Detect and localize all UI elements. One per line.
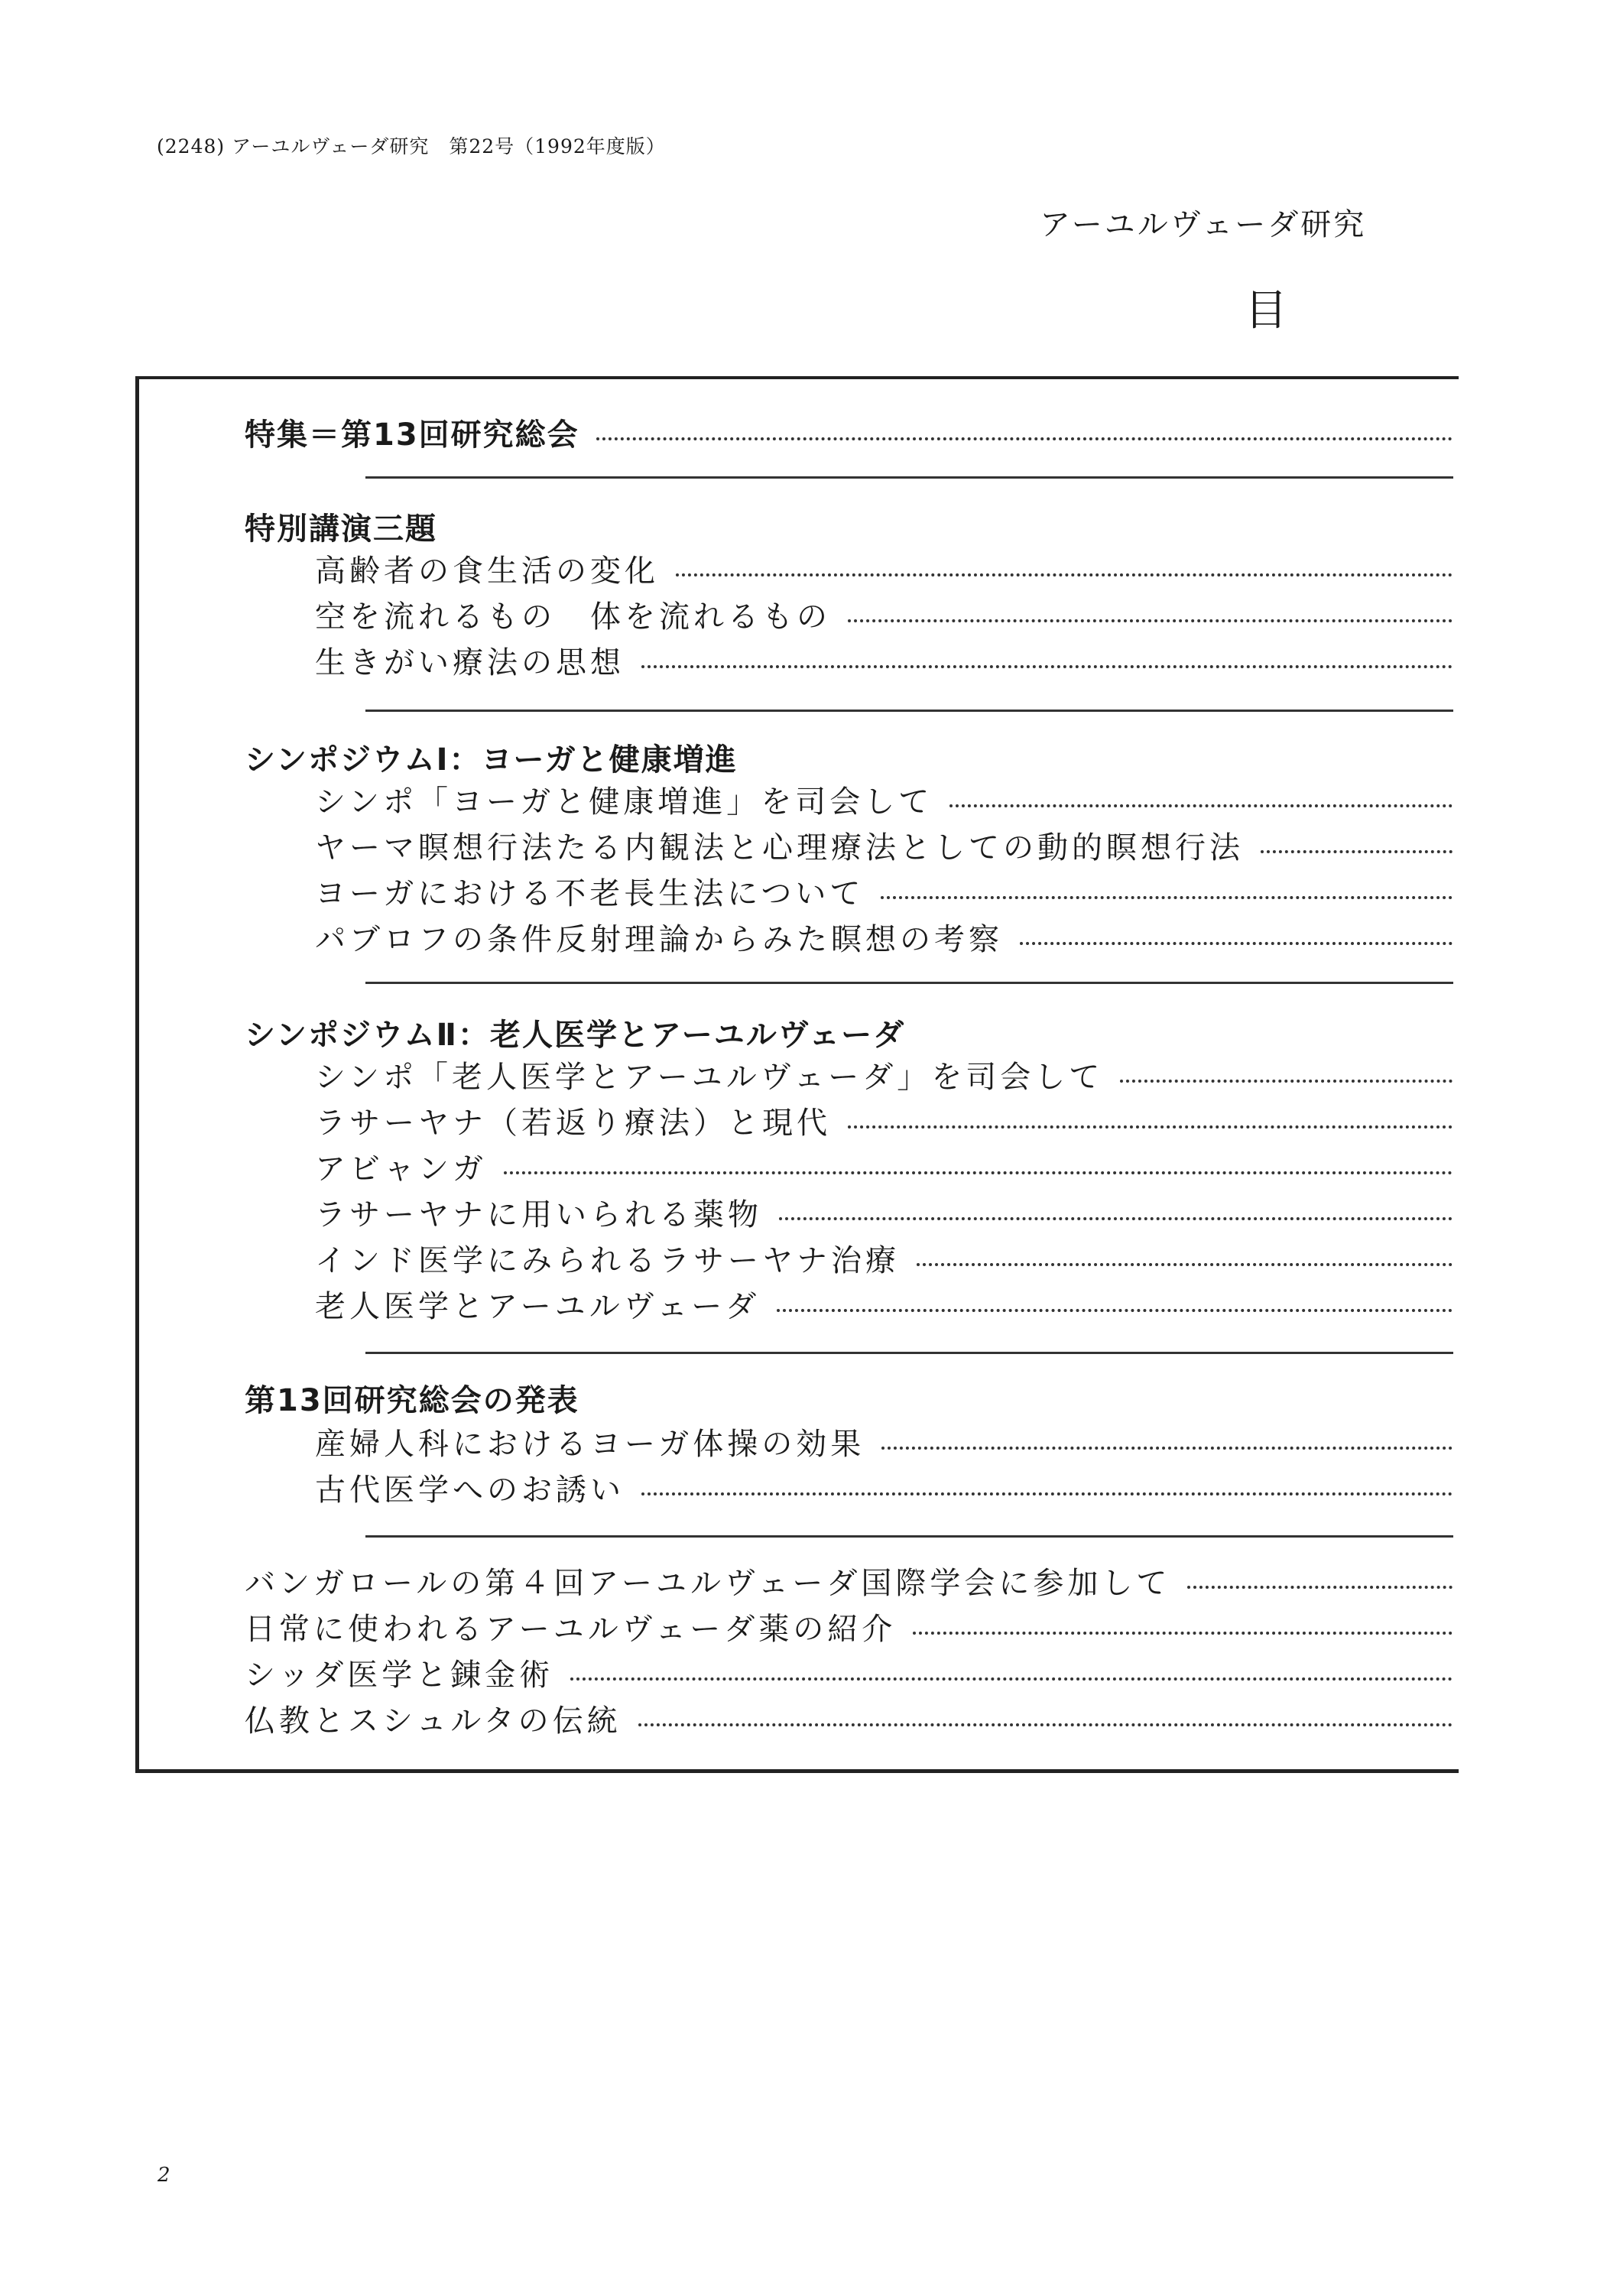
section-title-symposium-2: シンポジウムⅡ：老人医学とアーユルヴェーダ [245,1018,906,1053]
toc-entry-label: ヤーマ瞑想行法たる内観法と心理療法としての動的瞑想行法 [315,830,1244,865]
toc-entry[interactable] [245,1561,1453,1599]
dot-leader [596,437,1453,440]
toc-entry-label: バンガロールの第４回アーユルヴェーダ国際学会に参加して [245,1565,1171,1601]
dot-leader [848,1125,1453,1129]
toc-entry-label: ラサーヤナに用いられる薬物 [315,1197,762,1232]
toc-entry-label: ヨーガにおける不老長生法について [315,875,865,911]
toc-entry[interactable] [315,595,1453,633]
toc-entry-feature[interactable] [245,413,1453,451]
toc-entry-label: 老人医学とアーユルヴェーダ [315,1288,761,1324]
dot-leader [641,1492,1453,1495]
running-head: (2248) アーユルヴェーダ研究 第22号（1992年度版） [157,135,666,158]
dot-leader [1261,850,1453,853]
dot-leader [881,1447,1453,1450]
section-divider [365,710,1453,712]
section-divider [365,982,1453,984]
toc-entry[interactable] [315,1239,1453,1277]
toc-entry[interactable] [315,1468,1453,1506]
dot-leader [1120,1080,1453,1083]
toc-heading: 目 [1245,286,1287,336]
toc-entry[interactable] [315,1101,1453,1139]
toc-entry[interactable] [315,917,1453,956]
page-number: 2 [157,2164,170,2187]
toc-entry-label: 日常に使われるアーユルヴェーダ薬の紹介 [245,1611,897,1647]
section-divider [365,1352,1453,1354]
toc-entry[interactable] [315,826,1453,864]
toc-entry[interactable] [315,1055,1453,1093]
section-divider [365,1535,1453,1538]
toc-entry-label: 高齢者の食生活の変化 [315,553,659,589]
toc-entry-label: ラサーヤナ（若返り療法）と現代 [315,1105,831,1141]
toc-entry[interactable] [245,1699,1453,1737]
toc-entry[interactable] [245,1653,1453,1691]
toc-entry[interactable] [315,1284,1453,1323]
dot-leader [777,1309,1453,1312]
dot-leader [1020,942,1453,945]
dot-leader [848,619,1453,622]
dot-leader [638,1723,1453,1726]
dot-leader [676,573,1453,576]
toc-entry-label: 生きがい療法の思想 [315,645,625,680]
toc-entry-label: シンポ「ヨーガと健康増進」を司会して [315,784,933,820]
toc-entry[interactable] [315,641,1453,679]
dot-leader [570,1677,1453,1681]
dot-leader [779,1217,1453,1220]
toc-entry-label: 仏教とスシュルタの伝統 [245,1703,622,1739]
dot-leader [1187,1586,1453,1589]
toc-entry-label: 産婦人科におけるヨーガ体操の効果 [315,1426,865,1462]
toc-entry[interactable] [245,1607,1453,1645]
dot-leader [881,896,1453,899]
toc-entry-label: 特集＝第13回研究総会 [245,417,579,453]
section-title-presentations: 第13回研究総会の発表 [245,1383,579,1418]
dot-leader [949,804,1453,807]
section-divider [365,476,1453,479]
dot-leader [917,1263,1453,1266]
toc-entry[interactable] [315,780,1453,818]
journal-title: アーユルヴェーダ研究 [1040,207,1367,242]
toc-entry-label: シンポ「老人医学とアーユルヴェーダ」を司会して [315,1059,1104,1095]
toc-entry[interactable] [315,1147,1453,1185]
toc-entry-label: 空を流れるもの 体を流れるもの [315,599,831,635]
toc-entry-label: インド医学にみられるラサーヤナ治療 [315,1242,900,1278]
dot-leader [913,1632,1453,1635]
toc-entry-label: 古代医学へのお誘い [315,1472,625,1508]
toc-entry[interactable] [315,549,1453,587]
toc-entry-label: シッダ医学と錬金術 [245,1657,554,1693]
dot-leader [641,665,1453,668]
dot-leader [504,1171,1453,1174]
toc-entry[interactable] [315,872,1453,910]
toc-entry-label: アビャンガ [315,1151,487,1187]
toc-entry-label: パブロフの条件反射理論からみた瞑想の考察 [315,921,1003,957]
section-title-lectures: 特別講演三題 [245,511,437,547]
section-title-symposium-1: シンポジウムⅠ：ヨーガと健康増進 [245,742,738,778]
toc-entry[interactable] [315,1422,1453,1460]
toc-entry[interactable] [315,1193,1453,1231]
